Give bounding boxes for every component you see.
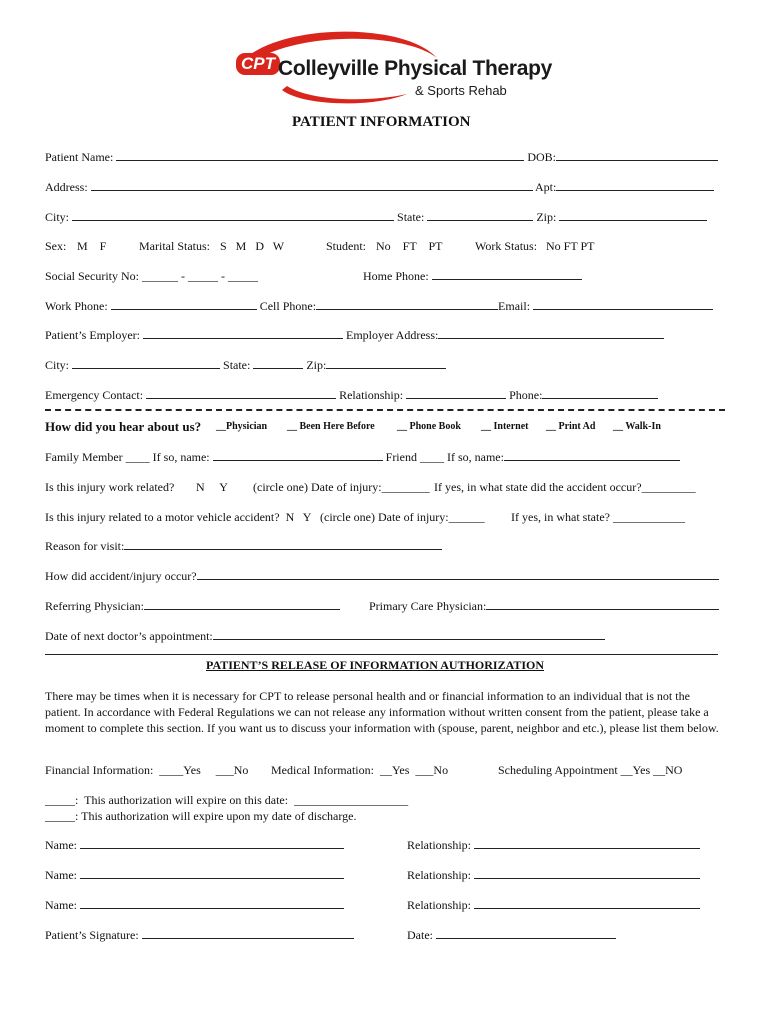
- referring-row: [45, 599, 340, 614]
- auth-name-label: Name:: [45, 868, 77, 882]
- vehicle-question[interactable]: Is this injury related to a motor vehicle accident? N Y (circle one) Date of injury:______: [45, 510, 485, 524]
- signature-field[interactable]: [142, 928, 354, 939]
- reason-field[interactable]: [124, 539, 442, 550]
- city-field[interactable]: [72, 210, 394, 221]
- release-heading: PATIENT’S RELEASE OF INFORMATION AUTHORIZATION: [206, 658, 545, 672]
- family-ifso-label: If so, name:: [152, 450, 210, 464]
- student-label: Student:: [326, 239, 367, 253]
- medical-info-option[interactable]: Medical Information: __Yes ___No: [271, 763, 449, 777]
- phone-row: [45, 299, 713, 314]
- sex-label: Sex:: [45, 239, 67, 253]
- auth-relationship-row-1: [407, 838, 700, 853]
- city2-field[interactable]: [72, 358, 220, 369]
- expire-date-option[interactable]: _____: This authorization will expire on this date: ___________________: [45, 793, 409, 807]
- family-name-field[interactable]: [213, 450, 383, 461]
- work-injury-date[interactable]: (circle one) Date of injury:________: [253, 480, 430, 494]
- auth-relationship-row-2: [407, 868, 700, 883]
- how-heard-option-internet[interactable]: __ Internet: [481, 421, 529, 432]
- address-row: [45, 180, 714, 195]
- referring-label: Referring Physician:: [45, 599, 144, 613]
- employer-address-label: Employer Address:: [346, 328, 439, 342]
- zip2-field[interactable]: [326, 358, 446, 369]
- family-label: Family Member: [45, 450, 123, 464]
- home-phone-row: [363, 269, 582, 284]
- marital-options[interactable]: S M D W: [220, 239, 285, 253]
- page-title: PATIENT INFORMATION: [292, 114, 471, 130]
- marital-label: Marital Status:: [139, 239, 210, 253]
- logo-name: Colleyville Physical Therapy: [278, 57, 553, 80]
- phone-label: Phone:: [509, 388, 543, 402]
- employer-city-row: [45, 358, 446, 373]
- sex-options[interactable]: M F: [77, 239, 107, 253]
- auth-relationship-row-3: [407, 898, 700, 913]
- date-field[interactable]: [436, 928, 616, 939]
- auth-name-label: Name:: [45, 838, 77, 852]
- logo-badge: CPT: [236, 53, 280, 75]
- dob-field[interactable]: [556, 150, 718, 161]
- city2-label: City:: [45, 358, 70, 372]
- dob-label: DOB:: [527, 150, 556, 164]
- reason-label: Reason for visit:: [45, 539, 125, 553]
- email-label: Email:: [498, 299, 531, 313]
- state-field[interactable]: [427, 210, 533, 221]
- city-label: City:: [45, 210, 70, 224]
- auth-name-row-3: [45, 898, 344, 913]
- auth-name-row-2: [45, 868, 344, 883]
- friend-blank[interactable]: ____: [419, 450, 444, 464]
- work-status-options[interactable]: No FT PT: [546, 239, 595, 253]
- student-options[interactable]: No FT PT: [376, 239, 443, 253]
- employer-row: [45, 328, 664, 343]
- state-label: State:: [397, 210, 425, 224]
- how-heard-option-phone-book[interactable]: __ Phone Book: [397, 421, 461, 432]
- pcp-field[interactable]: [486, 599, 719, 610]
- employer-label: Patient’s Employer:: [45, 328, 140, 342]
- pcp-label: Primary Care Physician:: [369, 599, 487, 613]
- auth-relationship-label: Relationship:: [407, 868, 471, 882]
- friend-label: Friend: [385, 450, 417, 464]
- auth-relationship-label: Relationship:: [407, 838, 471, 852]
- patient-name-label: Patient Name:: [45, 150, 114, 164]
- how-heard-option-been-here[interactable]: __ Been Here Before: [287, 421, 375, 432]
- pcp-row: [369, 599, 719, 614]
- financial-info-option[interactable]: Financial Information: ____Yes ___No: [45, 763, 249, 777]
- release-paragraph: There may be times when it is necessary for CPT to release personal health and or financial information to an individual that is not the patient. In accordance with Federal Regulations we can not release any information without written consent from the patient, please take a moment to complete this section. If you want us to discuss your information with (spouse, parent, neighbor and etc.), please list them below.: [45, 689, 719, 735]
- ssn-field[interactable]: ______ - _____ - _____: [141, 269, 258, 283]
- patient-name-field[interactable]: [116, 150, 524, 161]
- auth-relationship-label: Relationship:: [407, 898, 471, 912]
- date-label: Date:: [407, 928, 433, 942]
- cell-phone-field[interactable]: [316, 299, 498, 310]
- section-divider: [45, 409, 725, 411]
- next-appt-field[interactable]: [213, 629, 605, 640]
- apt-field[interactable]: [556, 180, 714, 191]
- reason-row: [45, 539, 442, 554]
- auth-name-field[interactable]: [80, 868, 344, 879]
- emergency-row: [45, 388, 658, 403]
- city-row: [45, 210, 707, 225]
- work-phone-label: Work Phone:: [45, 299, 108, 313]
- address-field[interactable]: [91, 180, 533, 191]
- friend-ifso-label: If so, name:: [446, 450, 504, 464]
- employer-address-field[interactable]: [438, 328, 664, 339]
- how-heard-question: How did you hear about us?: [45, 419, 202, 434]
- relationship-field[interactable]: [406, 388, 506, 399]
- auth-relationship-field[interactable]: [474, 868, 700, 879]
- ssn-label: Social Security No:: [45, 269, 139, 283]
- auth-name-field[interactable]: [80, 838, 344, 849]
- zip-label: Zip:: [536, 210, 557, 224]
- zip2-label: Zip:: [306, 358, 327, 372]
- work-status-label: Work Status:: [475, 239, 538, 253]
- signature-row: [45, 928, 354, 943]
- home-phone-field[interactable]: [432, 269, 582, 280]
- next-appt-label: Date of next doctor’s appointment:: [45, 629, 213, 643]
- ssn-row: [45, 269, 258, 284]
- family-blank[interactable]: ____: [125, 450, 150, 464]
- relationship-label: Relationship:: [339, 388, 404, 402]
- work-phone-field[interactable]: [111, 299, 257, 310]
- email-field[interactable]: [533, 299, 713, 310]
- zip-field[interactable]: [559, 210, 707, 221]
- referring-field[interactable]: [144, 599, 340, 610]
- employer-field[interactable]: [143, 328, 343, 339]
- address-label: Address:: [45, 180, 88, 194]
- how-heard-option-walk-in[interactable]: __ Walk-In: [613, 421, 661, 432]
- scheduling-option[interactable]: Scheduling Appointment __Yes __NO: [498, 763, 683, 777]
- emergency-field[interactable]: [146, 388, 336, 399]
- next-appt-row: [45, 629, 605, 644]
- phone-field[interactable]: [542, 388, 658, 399]
- logo: [232, 28, 553, 108]
- how-occurred-label: How did accident/injury occur?: [45, 569, 197, 583]
- state2-label: State:: [223, 358, 251, 372]
- state2-field[interactable]: [253, 358, 303, 369]
- signature-label: Patient’s Signature:: [45, 928, 139, 942]
- auth-relationship-field[interactable]: [474, 838, 700, 849]
- how-occurred-row: [45, 569, 719, 584]
- how-heard-option-physician[interactable]: __Physician: [216, 421, 268, 432]
- date-row: [407, 928, 616, 943]
- how-heard-option-print-ad[interactable]: __ Print Ad: [546, 421, 596, 432]
- work-injury-state[interactable]: If yes, in what state did the accident occur?_________: [434, 480, 696, 494]
- patient-name-row: [45, 150, 718, 165]
- expire-discharge-option[interactable]: _____: This authorization will expire upon my date of discharge.: [45, 809, 357, 823]
- friend-name-field[interactable]: [504, 450, 680, 461]
- vehicle-state-question[interactable]: If yes, in what state? ____________: [511, 510, 685, 524]
- apt-label: Apt:: [535, 180, 557, 194]
- emergency-label: Emergency Contact:: [45, 388, 144, 402]
- family-row: [45, 450, 680, 465]
- auth-relationship-field[interactable]: [474, 898, 700, 909]
- auth-name-row-1: [45, 838, 344, 853]
- work-related-question: Is this injury work related?: [45, 480, 175, 494]
- home-phone-label: Home Phone:: [363, 269, 429, 283]
- cell-phone-label: Cell Phone:: [259, 299, 317, 313]
- release-divider: [45, 654, 718, 655]
- auth-name-label: Name:: [45, 898, 77, 912]
- auth-name-field[interactable]: [80, 898, 344, 909]
- logo-subtitle: & Sports Rehab: [415, 83, 507, 98]
- work-related-options[interactable]: N Y: [196, 480, 228, 494]
- how-occurred-field[interactable]: [197, 569, 719, 580]
